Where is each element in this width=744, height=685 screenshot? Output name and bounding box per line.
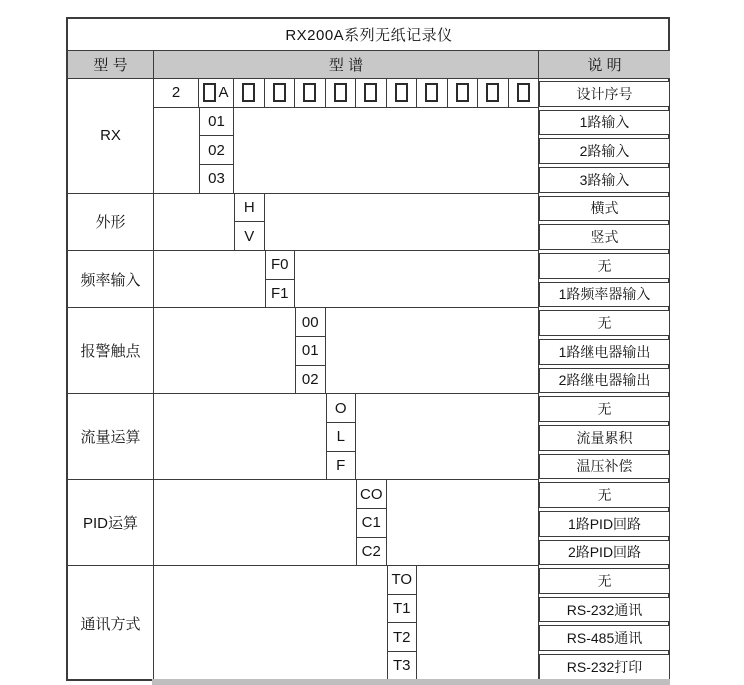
design-prefix-cell: 2 (154, 79, 199, 108)
description-cell (539, 108, 670, 137)
description-cell (539, 423, 670, 452)
description-text: RS-232通讯 (539, 597, 670, 623)
spectrum-section-alarm (154, 308, 539, 394)
model-label-comm: 通讯方式 (68, 566, 154, 681)
placeholder-box-icon (517, 83, 530, 102)
description-text: 竖式 (539, 224, 670, 250)
model-label-rx: RX (68, 79, 154, 194)
option-code-cell: 02 (295, 366, 326, 395)
option-code-cell: H (234, 194, 265, 223)
description-text: 2路继电器输出 (539, 368, 670, 394)
description-text: 无 (539, 568, 670, 594)
option-code-cell: L (326, 423, 357, 452)
description-cell (539, 480, 670, 509)
placeholder-box-icon (203, 83, 216, 102)
description-text: 2路PID回路 (539, 540, 670, 566)
description-cell (539, 308, 670, 337)
description-cell (539, 337, 670, 366)
design-slot-cell (295, 79, 326, 108)
description-cell (539, 222, 670, 251)
placeholder-box-icon (303, 83, 316, 102)
placeholder-box-icon (334, 83, 347, 102)
description-cell (539, 79, 670, 108)
design-series-letter: A (218, 84, 229, 102)
option-code-cell: C1 (356, 509, 387, 538)
description-text: 无 (539, 310, 670, 336)
model-label-shape: 外形 (68, 194, 154, 251)
model-label-frequency: 频率输入 (68, 251, 154, 308)
description-text: 1路继电器输出 (539, 339, 670, 365)
option-code-cell: 02 (199, 136, 234, 165)
description-text: 设计序号 (539, 81, 670, 107)
design-slot-cell (387, 79, 418, 108)
description-cell (539, 280, 670, 309)
description-cell (539, 595, 670, 624)
spectrum-section-comm (154, 566, 539, 681)
col-header-description: 说 明 (539, 51, 670, 79)
option-code-cell: T1 (387, 595, 418, 624)
model-label-flow: 流量运算 (68, 394, 154, 480)
option-code-cell: T2 (387, 623, 418, 652)
design-slot-cell (234, 79, 265, 108)
option-code-cell: TO (387, 566, 418, 595)
spectrum-section-shape (154, 194, 539, 251)
description-text: RS-232打印 (539, 654, 670, 680)
option-code-cell: F0 (265, 251, 296, 280)
placeholder-box-icon (273, 83, 286, 102)
description-text: 流量累积 (539, 425, 670, 451)
description-text: 2路输入 (539, 138, 670, 164)
model-label-alarm: 报警触点 (68, 308, 154, 394)
bottom-continuation-strip (152, 679, 670, 685)
description-cell (539, 136, 670, 165)
option-code-cell: V (234, 222, 265, 251)
option-code-cell: F (326, 452, 357, 481)
spectrum-section-frequency (154, 251, 539, 308)
description-text: 无 (539, 482, 670, 508)
option-code-cell: CO (356, 480, 387, 509)
model-spectrum-table (66, 17, 670, 681)
design-slot-cell (326, 79, 357, 108)
description-cell (539, 509, 670, 538)
description-cell (539, 194, 670, 223)
description-text: 3路输入 (539, 167, 670, 193)
design-slot-cell (478, 79, 509, 108)
description-cell (539, 394, 670, 423)
design-slot-cell (509, 79, 540, 108)
option-code-cell: C2 (356, 538, 387, 567)
placeholder-box-icon (486, 83, 499, 102)
description-cell (539, 452, 670, 481)
design-slot-cell (448, 79, 479, 108)
option-code-cell: F1 (265, 280, 296, 309)
description-cell (539, 366, 670, 395)
description-text: 无 (539, 396, 670, 422)
placeholder-box-icon (425, 83, 438, 102)
option-code-cell: 00 (295, 308, 326, 337)
option-code-cell: 01 (199, 108, 234, 137)
placeholder-box-icon (395, 83, 408, 102)
description-text: 1路输入 (539, 110, 670, 136)
placeholder-box-icon (456, 83, 469, 102)
option-code-cell: 03 (199, 165, 234, 194)
option-code-cell: 01 (295, 337, 326, 366)
option-code-cell: O (326, 394, 357, 423)
design-series-cell (199, 79, 234, 108)
description-text: 无 (539, 253, 670, 279)
spectrum-section-pid (154, 480, 539, 566)
description-cell (539, 623, 670, 652)
model-label-pid: PID运算 (68, 480, 154, 566)
placeholder-box-icon (242, 83, 255, 102)
description-cell (539, 566, 670, 595)
design-slot-cell (356, 79, 387, 108)
description-text: 1路PID回路 (539, 511, 670, 537)
placeholder-box-icon (364, 83, 377, 102)
description-cell (539, 652, 670, 681)
table-title: RX200A系列无纸记录仪 (68, 19, 670, 51)
description-text: 温压补偿 (539, 454, 670, 480)
description-cell (539, 251, 670, 280)
design-slot-cell (265, 79, 296, 108)
description-text: 1路频率器输入 (539, 282, 670, 308)
col-header-spectrum: 型 谱 (154, 51, 539, 79)
option-code-cell: T3 (387, 652, 418, 681)
col-header-model: 型 号 (68, 51, 154, 79)
description-cell (539, 165, 670, 194)
design-slot-cell (417, 79, 448, 108)
description-text: 横式 (539, 196, 670, 222)
description-cell (539, 538, 670, 567)
description-text: RS-485通讯 (539, 625, 670, 651)
